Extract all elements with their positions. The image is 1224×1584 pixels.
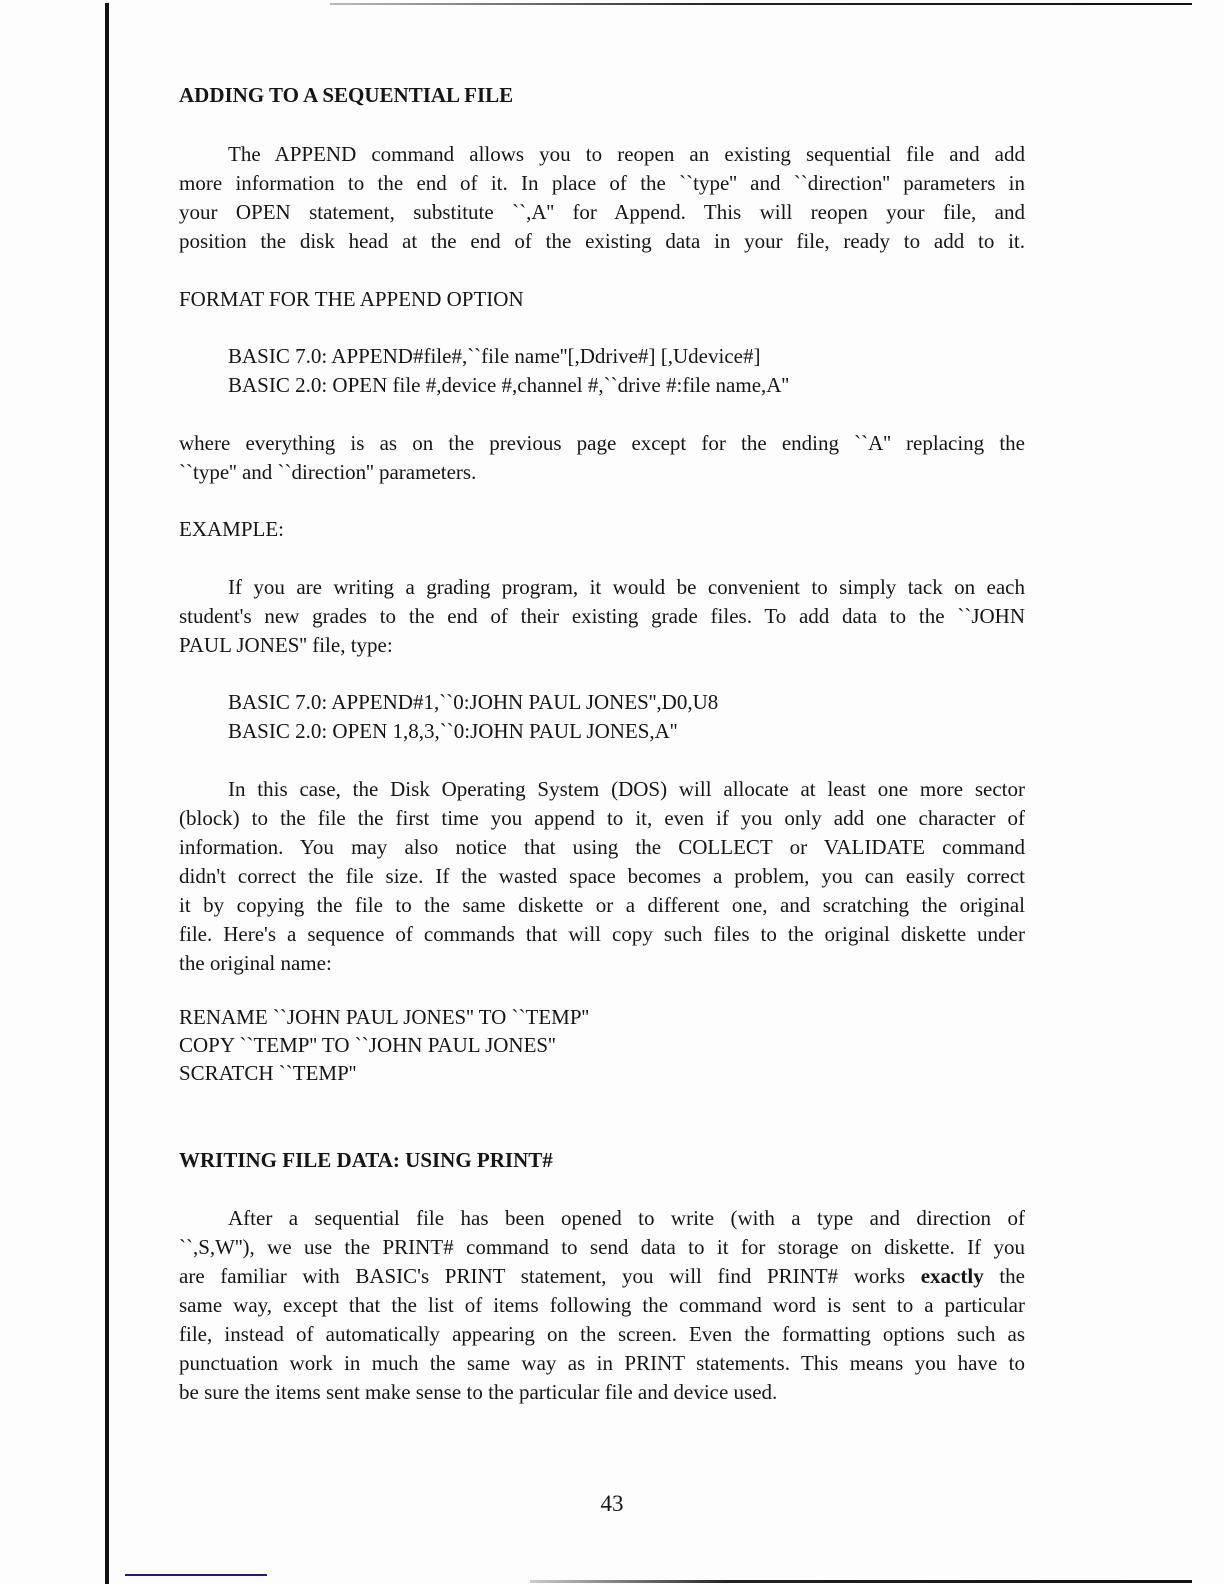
page-number: 43 — [600, 1491, 624, 1516]
command-copy: COPY ``TEMP'' TO ``JOHN PAUL JONES'' — [179, 1033, 556, 1057]
format-heading: FORMAT FOR THE APPEND OPTION — [179, 287, 524, 311]
paragraph-example — [179, 573, 1025, 660]
scan-bottom-edge — [530, 1580, 1192, 1583]
example-heading: EXAMPLE: — [179, 517, 284, 541]
text-line: more information to the end of it. In place of the ``type'' and ``direction'' parameters in — [179, 171, 1025, 195]
syntax-line-basic2: BASIC 2.0: OPEN file #,device #,channel #,``drive #:file name,A'' — [228, 373, 790, 397]
text-line: it by copying the file to the same diskette or a different one, and scratching the original — [179, 893, 1025, 917]
text-line: ``type'' and ``direction'' parameters. — [179, 460, 477, 484]
paragraph-format-note — [179, 429, 1025, 487]
section-heading-print: WRITING FILE DATA: USING PRINT# — [179, 1148, 553, 1172]
text-line: same way, except that the list of items following the command word is sent to a particular — [179, 1293, 1025, 1317]
command-scratch: SCRATCH ``TEMP'' — [179, 1061, 357, 1085]
text-line: file. Here's a sequence of commands that will copy such files to the original diskette under — [179, 922, 1025, 946]
text-line: didn't correct the file size. If the wasted space becomes a problem, you can easily correct — [179, 864, 1025, 888]
text-line: If you are writing a grading program, it would be convenient to simply tack on each — [228, 575, 1025, 599]
copy-commands — [179, 1003, 1025, 1087]
text-run: are familiar with BASIC's PRINT statement, you will find PRINT# works — [179, 1264, 921, 1288]
scan-blue-mark — [125, 1574, 267, 1576]
paragraph-append-intro — [179, 140, 1025, 256]
text-line: After a sequential file has been opened to write (with a type and direction of — [228, 1206, 1025, 1230]
scan-left-edge — [105, 3, 109, 1584]
text-run: the — [983, 1264, 1026, 1288]
section-heading-adding: ADDING TO A SEQUENTIAL FILE — [179, 83, 514, 107]
paragraph-dos-note — [179, 775, 1025, 978]
emphasis-exactly: exactly — [920, 1264, 984, 1288]
text-line: position the disk head at the end of the existing data in your file, ready to add to it. — [179, 229, 1025, 253]
text-line: student's new grades to the end of their existing grade files. To add data to the ``JOHN — [179, 604, 1025, 628]
text-line: The APPEND command allows you to reopen an existing sequential file and add — [228, 142, 1025, 166]
text-line: file, instead of automatically appearing on the screen. Even the formatting options such as — [179, 1322, 1025, 1346]
text-line: your OPEN statement, substitute ``,A'' for Append. This will reopen your file, and — [179, 200, 1025, 224]
text-line — [179, 1262, 1025, 1291]
code-line-basic7: BASIC 7.0: APPEND#1,``0:JOHN PAUL JONES'',D0,U8 — [228, 690, 719, 714]
text-line: the original name: — [179, 951, 332, 975]
text-line: PAUL JONES'' file, type: — [179, 633, 393, 657]
syntax-line-basic7: BASIC 7.0: APPEND#file#,``file name''[,Ddrive#] [,Udevice#] — [228, 344, 761, 368]
code-line-basic2: BASIC 2.0: OPEN 1,8,3,``0:JOHN PAUL JONES,A'' — [228, 719, 678, 743]
text-line: be sure the items sent make sense to the particular file and device used. — [179, 1380, 778, 1404]
scan-top-edge — [330, 3, 1192, 5]
text-line: information. You may also notice that using the COLLECT or VALIDATE command — [179, 835, 1025, 859]
text-line: punctuation work in much the same way as in PRINT statements. This means you have to — [179, 1351, 1025, 1375]
text-line: (block) to the file the first time you append to it, even if you only add one character of — [179, 806, 1025, 830]
text-line: In this case, the Disk Operating System (DOS) will allocate at least one more sector — [228, 777, 1025, 801]
text-line: where everything is as on the previous page except for the ending ``A'' replacing the — [179, 431, 1025, 455]
example-code — [228, 688, 1025, 746]
paragraph-print — [179, 1204, 1025, 1407]
command-rename: RENAME ``JOHN PAUL JONES'' TO ``TEMP'' — [179, 1005, 590, 1029]
text-line: ``,S,W''), we use the PRINT# command to send data to it for storage on diskette. If you — [179, 1235, 1025, 1259]
format-syntax — [228, 342, 1025, 400]
